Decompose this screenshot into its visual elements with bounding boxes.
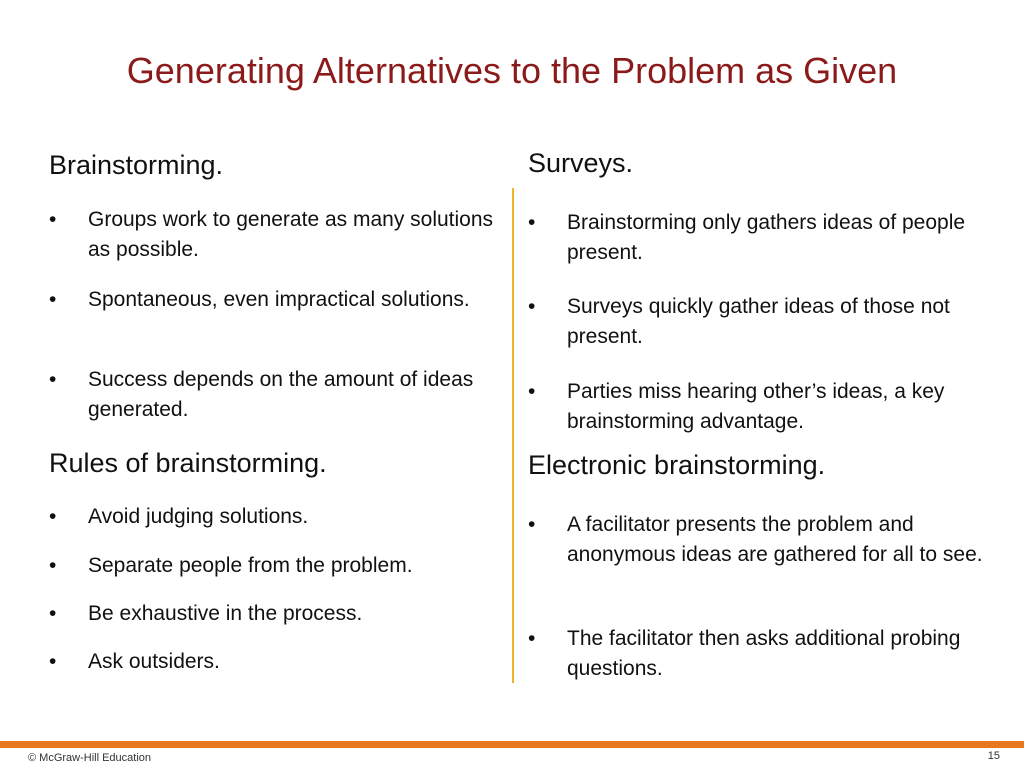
bullet-text: The facilitator then asks additional probing questions.: [567, 627, 961, 680]
bullet-item: [528, 208, 988, 268]
section-heading-surveys: Surveys.: [528, 148, 634, 178]
bullet-text: Be exhaustive in the process.: [88, 602, 363, 625]
slide-title: Generating Alternatives to the Problem as Given: [126, 50, 898, 91]
bullet-item: [528, 624, 988, 684]
bullet-item: [49, 502, 499, 532]
bullet-text: Brainstorming only gathers ideas of people present.: [567, 211, 966, 264]
section-heading-rules: Rules of brainstorming.: [49, 448, 327, 478]
bullet-icon: •: [49, 602, 57, 625]
bullet-icon: •: [528, 513, 536, 536]
bullet-text: Separate people from the problem.: [88, 554, 413, 577]
bullet-icon: •: [528, 380, 536, 403]
bullet-item: [528, 510, 988, 570]
bullet-icon: •: [528, 211, 536, 234]
footer-bar: [0, 741, 1024, 748]
page-number: 15: [987, 750, 1000, 762]
bullet-text: Surveys quickly gather ideas of those not present.: [567, 295, 950, 348]
bullet-icon: •: [528, 295, 536, 318]
column-divider: [512, 188, 514, 683]
bullet-item: [49, 551, 499, 581]
bullet-text: Success depends on the amount of ideas generated.: [88, 368, 474, 421]
bullet-icon: •: [528, 627, 536, 650]
section-heading-electronic-brainstorming: Electronic brainstorming.: [528, 450, 826, 480]
bullet-item: [49, 365, 499, 425]
footer-copyright: © McGraw-Hill Education: [28, 752, 152, 764]
bullet-text: Parties miss hearing other’s ideas, a key brainstorming advantage.: [567, 380, 945, 433]
bullet-item: [528, 292, 988, 352]
bullet-icon: •: [49, 650, 57, 673]
bullet-icon: •: [49, 288, 57, 311]
bullet-item: [528, 377, 988, 437]
bullet-icon: •: [49, 554, 57, 577]
bullet-text: Ask outsiders.: [88, 650, 220, 673]
bullet-item: [49, 285, 499, 315]
bullet-text: Spontaneous, even impractical solutions.: [88, 288, 470, 311]
bullet-item: [49, 599, 499, 629]
bullet-icon: •: [49, 368, 57, 391]
bullet-text: Groups work to generate as many solutions as possible.: [88, 208, 494, 261]
bullet-text: A facilitator presents the problem and anonymous ideas are gathered for all to see.: [567, 513, 983, 566]
bullet-icon: •: [49, 505, 57, 528]
bullet-icon: •: [49, 208, 57, 231]
bullet-item: [49, 205, 499, 265]
section-heading-brainstorming: Brainstorming.: [49, 150, 224, 180]
bullet-item: [49, 647, 499, 677]
bullet-text: Avoid judging solutions.: [88, 505, 309, 528]
